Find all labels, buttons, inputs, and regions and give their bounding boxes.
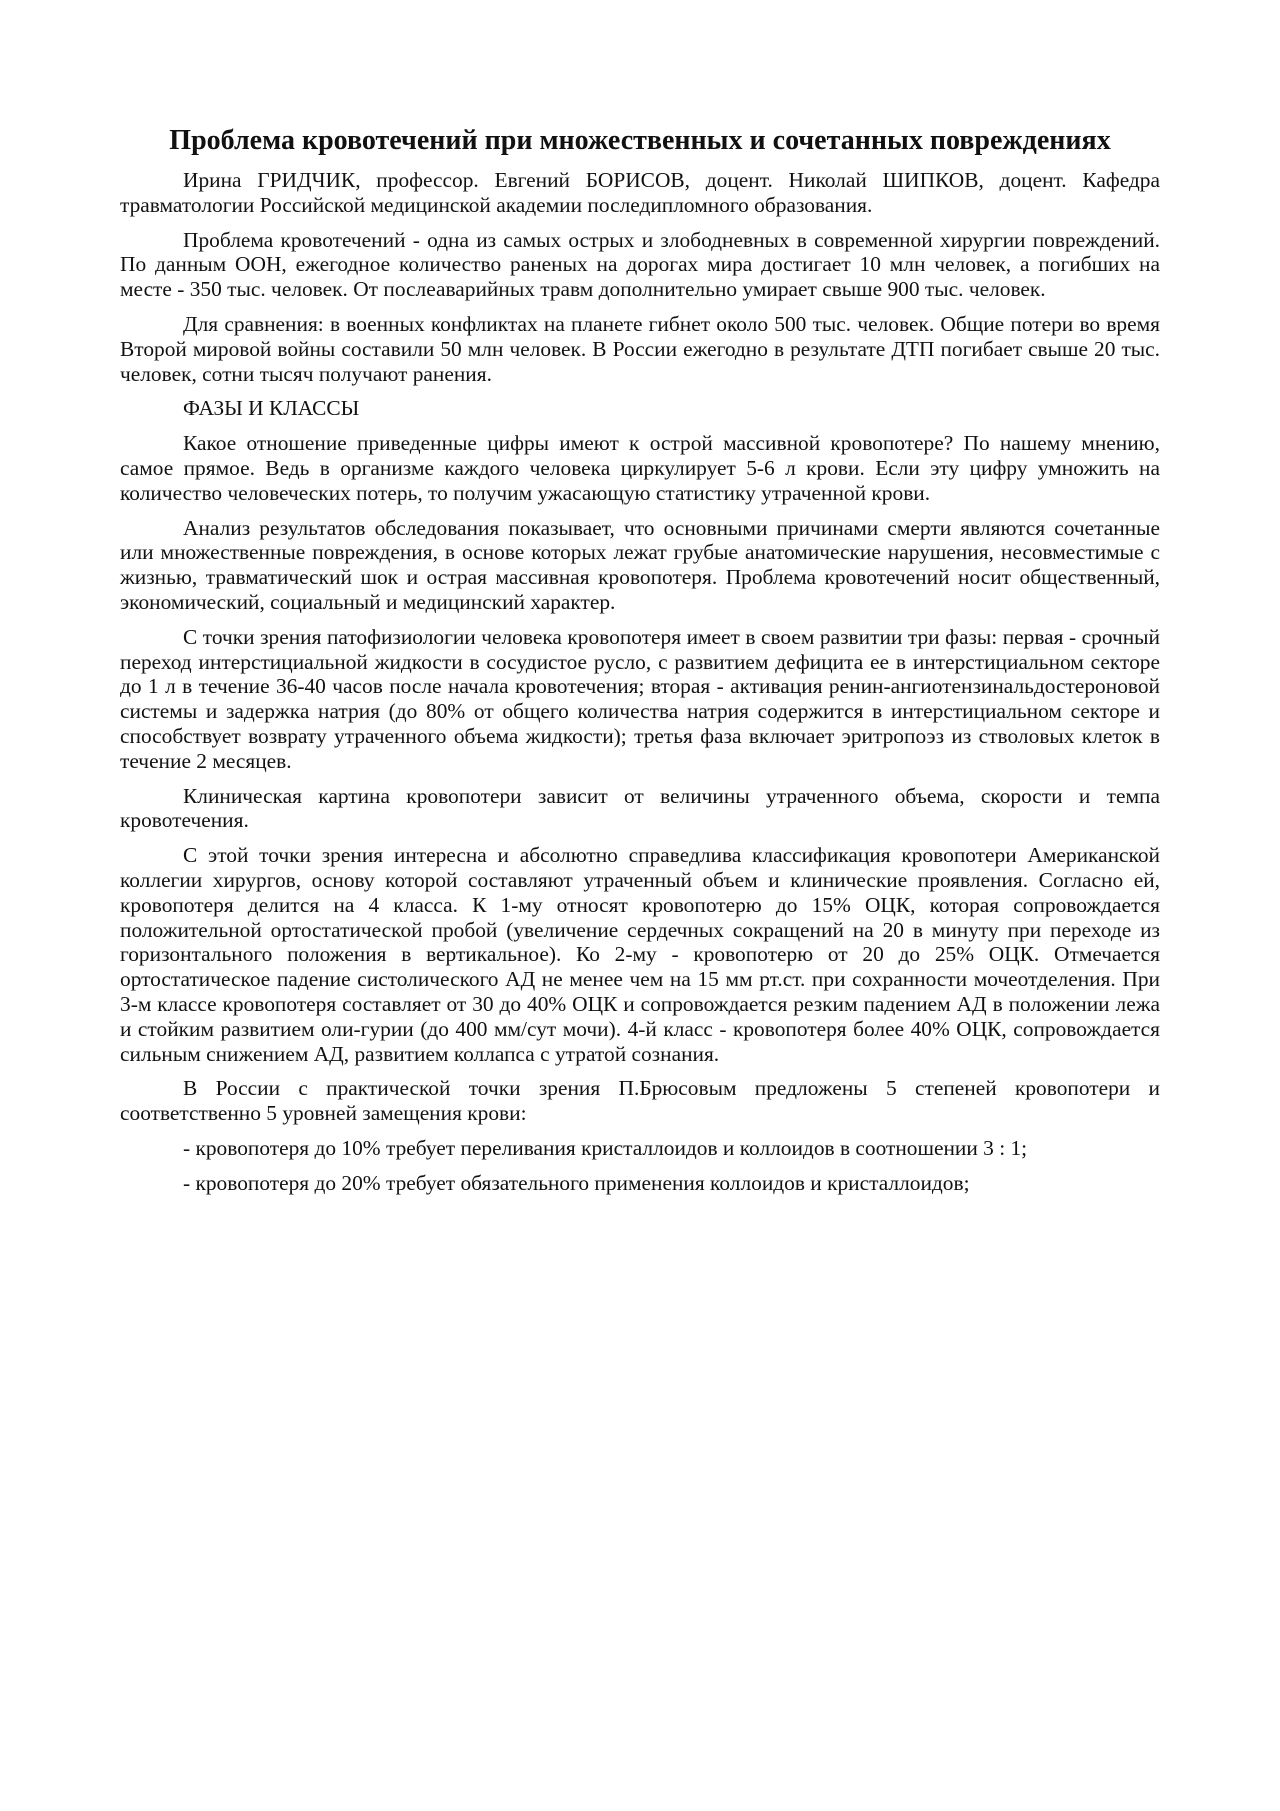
list-item: - кровопотеря до 20% требует обязательного применения коллоидов и кристаллоидов; <box>183 1170 970 1195</box>
paragraph: Клиническая картина кровопотери зависит от величины утраченного объема, скорости и темпа кровотечения. <box>120 783 1160 833</box>
document-title: Проблема кровотечений при множественных и сочетанных повреждениях <box>169 125 1111 156</box>
paragraph: Для сравнения: в военных конфликтах на планете гибнет около 500 тыс. человек. Общие потери во время Второй мировой войны составили 50 млн человек. В России ежегодно в результате ДТП погибает свыше 20 тыс. человек, сотни тысяч получают ранения. <box>120 311 1160 386</box>
paragraph: С точки зрения патофизиологии человека кровопотеря имеет в своем развитии три фазы: первая - срочный переход интерстициальной жидкости в сосудистое русло, с развитием дефицита ее в интерстициальном секторе до 1 л в течение 36-40 часов после начала кровотечения; вторая - активация ренин-ангиотензинальдостероновой системы и задержка натрия (до 80% от общего количества натрия содержится в интерстициальном секторе и способствует возврату утраченного объема жидкости); третья фаза включает эритропоэз из стволовых клеток в течение 2 месяцев. <box>120 624 1160 773</box>
list-item: - кровопотеря до 10% требует переливания кристаллоидов и коллоидов в соотношении 3 : 1; <box>183 1135 1028 1160</box>
document-page <box>120 124 1160 1205</box>
authors-paragraph: Ирина ГРИДЧИК, профессор. Евгений БОРИСОВ, доцент. Николай ШИПКОВ, доцент. Кафедра травматологии Российской медицинской академии последипломного образования. <box>120 168 1160 217</box>
paragraph: Какое отношение приведенные цифры имеют к острой массивной кровопотере? По нашему мнению, самое прямое. Ведь в организме каждого человека циркулирует 5-6 л крови. Если эту цифру умножить на количество человеческих потерь, то получим ужасающую статистику утраченной крови. <box>120 431 1160 505</box>
paragraph: Анализ результатов обследования показывает, что основными причинами смерти являются сочетанные или множественные повреждения, в основе которых лежат грубые анатомические нарушения, несовместимые с жизнью, травматический шок и острая массивная кровопотеря. Проблема кровотечений носит общественный, экономический, социальный и медицинский характер. <box>120 515 1160 614</box>
paragraph: С этой точки зрения интересна и абсолютно справедлива классификация кровопотери Американской коллегии хирургов, основу которой составляют утраченный объем и клинические проявления. Согласно ей, кровопотеря делится на 4 класса. К 1-му относят кровопотерю до 15% ОЦК, которая сопровождается положительной ортостатической пробой (увеличение сердечных сокращений на 20 в минуту при переходе из горизонтального положения в вертикальное). Ко 2-му - кровопотерю от 20 до 25% ОЦК. Отмечается ортостатическое падение систолического АД не менее чем на 15 мм рт.ст. при сохранности мочеотделения. При 3-м классе кровопотеря составляет от 30 до 40% ОЦК и сопровождается резким падением АД в положении лежа и стойким развитием оли-гурии (до 400 мм/сут мочи). 4-й класс - кровопотеря более 40% ОЦК, сопровождается сильным снижением АД, развитием коллапса с утратой сознания. <box>120 843 1160 1066</box>
section-heading: ФАЗЫ И КЛАССЫ <box>183 396 360 421</box>
paragraph: Проблема кровотечений - одна из самых острых и злободневных в современной хирургии повреждений. По данным ООН, ежегодное количество раненых на дорогах мира достигает 10 млн человек, а погибших на месте - 350 тыс. человек. От послеаварийных травм дополнительно умирает свыше 900 тыс. человек. <box>120 227 1160 302</box>
paragraph: В России с практической точки зрения П.Брюсовым предложены 5 степеней кровопотери и соответственно 5 уровней замещения крови: <box>120 1076 1160 1126</box>
